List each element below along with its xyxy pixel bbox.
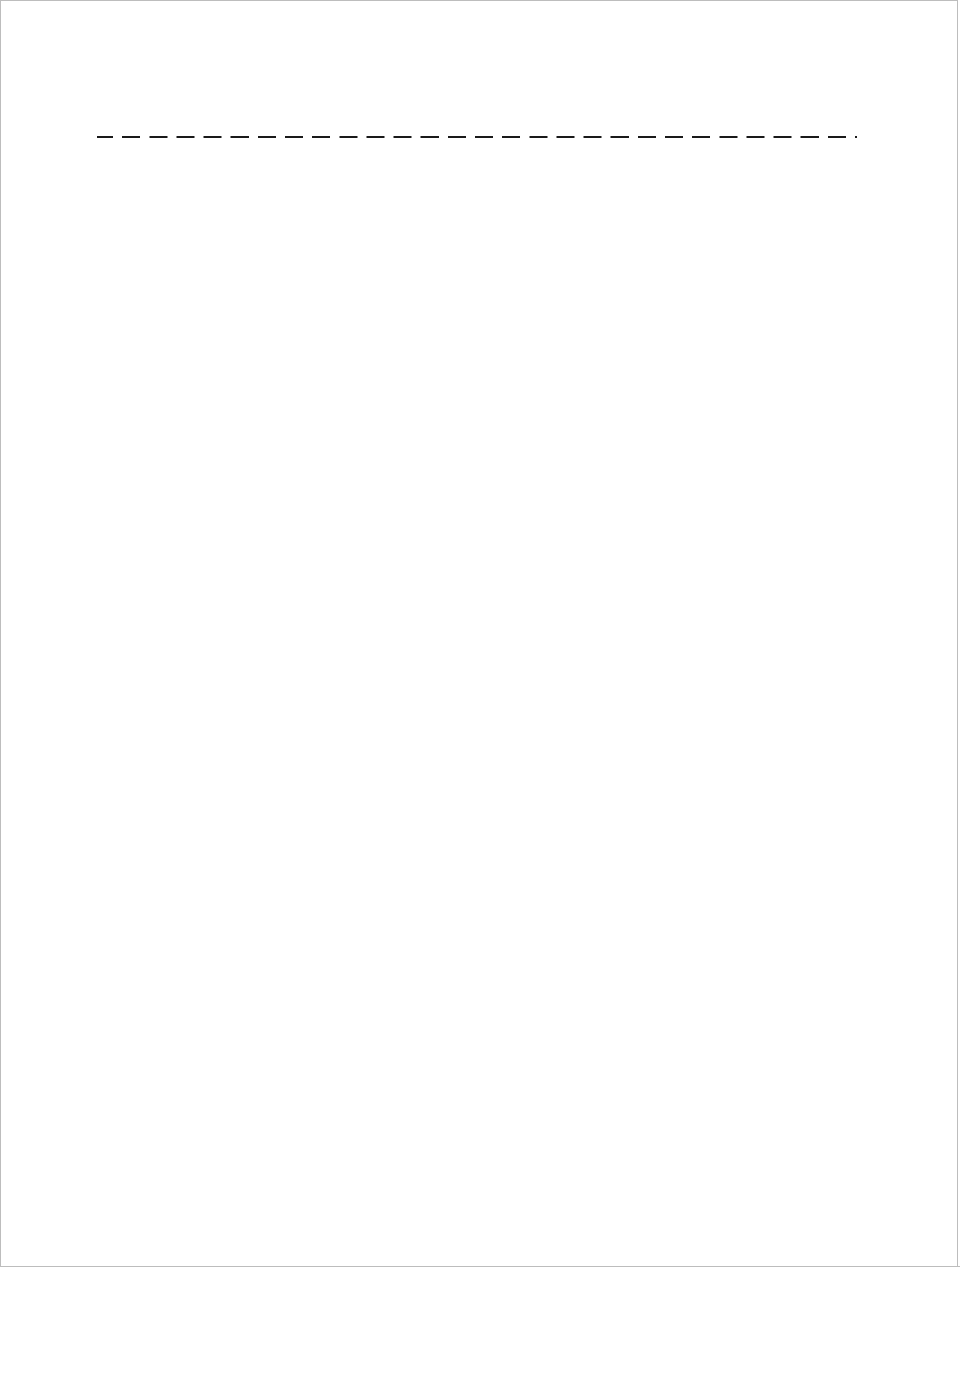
footer — [0, 1293, 960, 1319]
footer-line-1 — [0, 1293, 960, 1319]
dashed-separator — [97, 136, 857, 138]
document-body — [97, 100, 897, 184]
footer-divider — [0, 1266, 960, 1267]
